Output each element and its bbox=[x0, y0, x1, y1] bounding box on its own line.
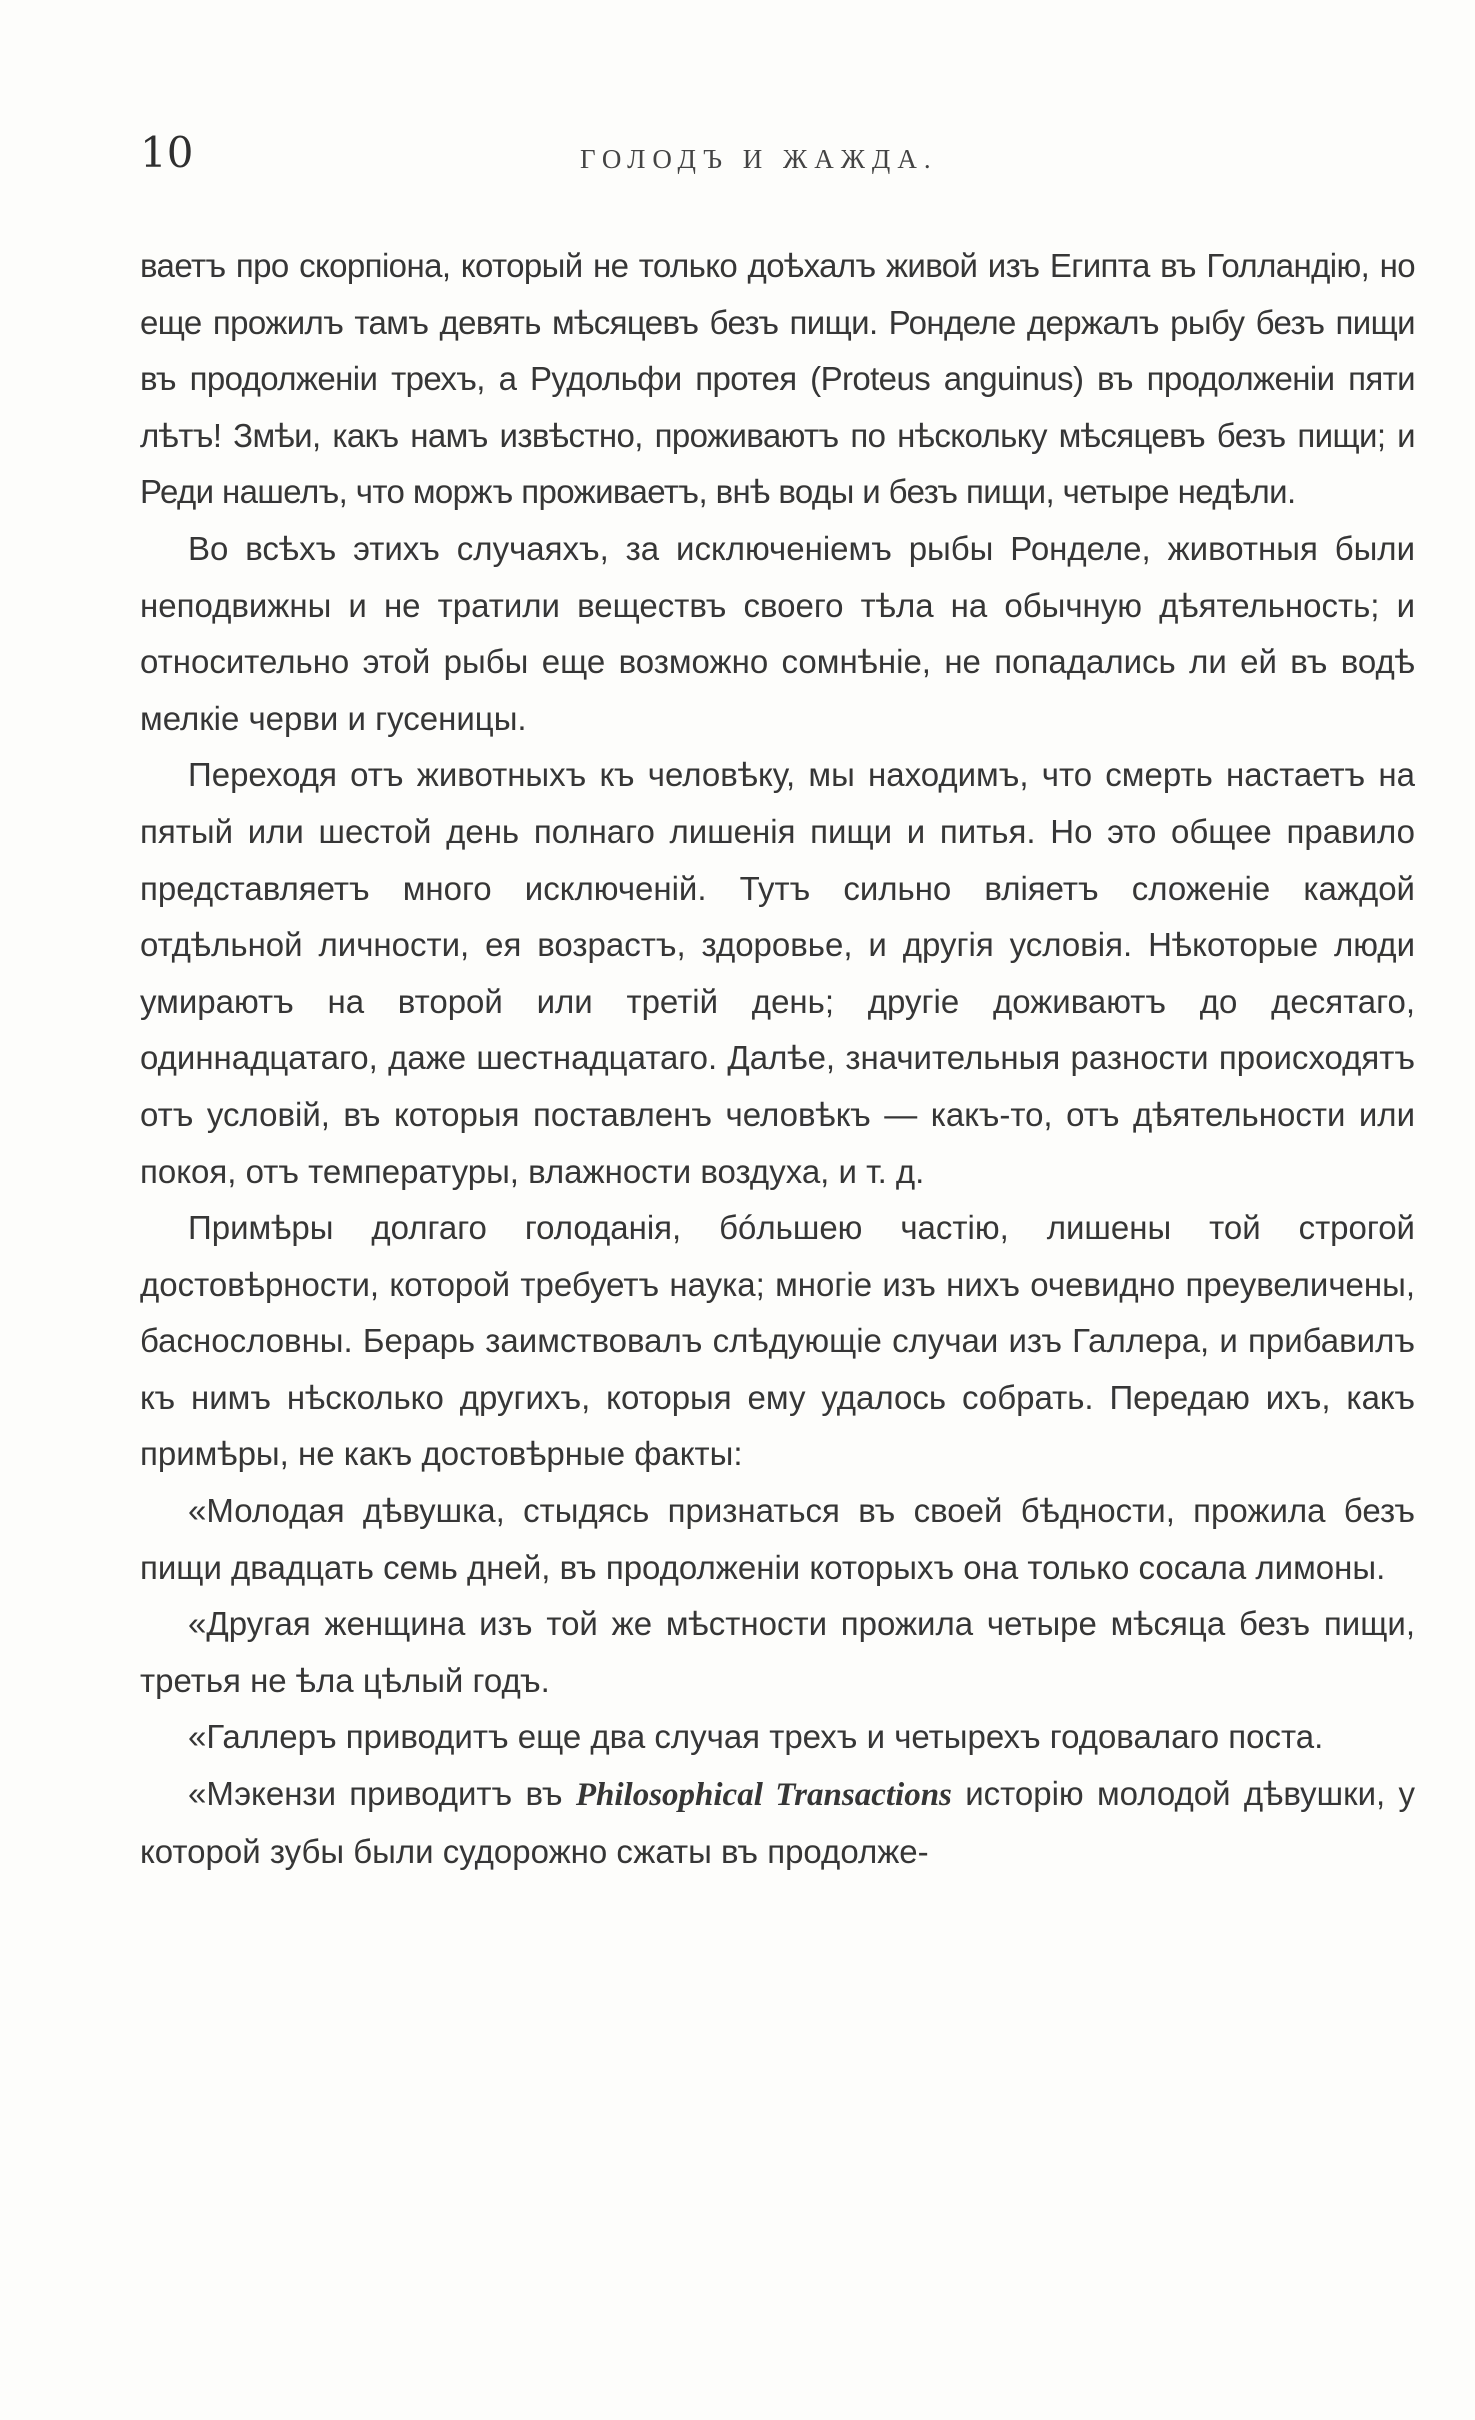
journal-title: Philosophical Transactions bbox=[575, 1777, 952, 1814]
paragraph-8-tail: исторію молодой дѣвушки, у которой зубы были судорожно сжаты въ продолже- bbox=[140, 1775, 1415, 1870]
paragraph-4: Примѣры долгаго голоданія, бóльшею частію, лишены той строгой достовѣрности, которой требуетъ наука; многіе изъ нихъ очевидно преувеличены, баснословны. Берарь заимствовалъ слѣдующіе случаи изъ Галлера, и прибавилъ къ нимъ нѣсколько другихъ, которыя ему удалось собрать. Передаю ихъ, какъ примѣры, не какъ достовѣрные факты: bbox=[140, 1209, 1415, 1473]
paragraph-2: Во всѣхъ этихъ случаяхъ, за исключеніемъ рыбы Ронделе, животныя были неподвижны и не тратили веществъ своего тѣла на обычную дѣятельность; и относительно этой рыбы еще возможно сомнѣніе, не попадались ли ей въ водѣ мелкіе черви и гусеницы. bbox=[140, 529, 1415, 737]
body-text bbox=[140, 238, 1415, 1880]
paragraph-5: «Молодая дѣвушка, стыдясь признаться въ своей бѣдности, прожила безъ пищи двадцать семь дней, въ продолженіи которыхъ она только сосала лимоны. bbox=[140, 1492, 1415, 1586]
paragraph-8 bbox=[140, 1766, 1415, 1880]
page-header bbox=[140, 128, 1355, 188]
paragraph-6: «Другая женщина изъ той же мѣстности прожила четыре мѣсяца безъ пищи, третья не ѣла цѣлый годъ. bbox=[140, 1605, 1415, 1699]
paragraph-3: Переходя отъ животныхъ къ человѣку, мы находимъ, что смерть настаетъ на пятый или шестой день полнаго лишенія пищи и питья. Но это общее правило представляетъ много исключеній. Тутъ сильно вліяетъ сложеніе каждой отдѣльной личности, ея возрастъ, здоровье, и другія условія. Нѣкоторые люди умираютъ на второй или третій день; другіе доживаютъ до десятаго, одиннадцатаго, даже шестнадцатаго. Далѣе, значительныя разности происходятъ отъ условій, въ которыя поставленъ человѣкъ — какъ-то, отъ дѣятельности или покоя, отъ температуры, влажности воздуха, и т. д. bbox=[140, 756, 1415, 1190]
page-number: 10 bbox=[140, 128, 194, 177]
paragraph-1: ваетъ про скорпіона, который не только доѣхалъ живой изъ Египта въ Голландію, но еще прожилъ тамъ девять мѣсяцевъ безъ пищи. Ронделе держалъ рыбу безъ пищи въ продолженіи трехъ, а Рудольфи протея (Proteus anguinus) въ продолженіи пяти лѣтъ! Змѣи, какъ намъ извѣстно, проживаютъ по нѣскольку мѣсяцевъ безъ пищи; и Реди нашелъ, что моржъ проживаетъ, внѣ воды и безъ пищи, четыре недѣли. bbox=[140, 247, 1415, 511]
paragraph-8-lead: «Мэкензи приводитъ въ bbox=[188, 1775, 576, 1813]
paragraph-7: «Галлеръ приводитъ еще два случая трехъ и четырехъ годовалаго поста. bbox=[188, 1718, 1324, 1756]
running-title: ГОЛОДЪ И ЖАЖДА. bbox=[580, 144, 938, 174]
